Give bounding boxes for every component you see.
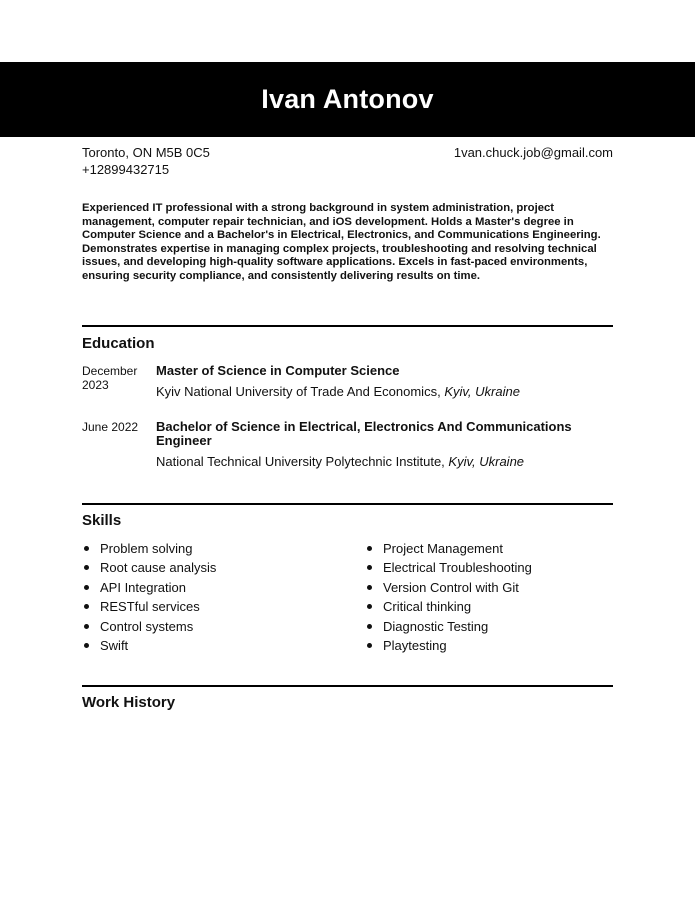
skills-list-right <box>365 539 532 655</box>
bullet-icon <box>367 604 372 609</box>
skill-item: Electrical Troubleshooting <box>365 558 532 577</box>
bullet-icon <box>84 604 89 609</box>
work-history-heading: Work History <box>82 694 176 711</box>
section-divider <box>82 685 613 687</box>
bullet-icon <box>84 585 89 590</box>
candidate-name: Ivan Antonov <box>261 84 434 114</box>
bullet-icon <box>84 565 89 570</box>
skill-item: Critical thinking <box>365 597 532 616</box>
education-school <box>156 384 613 400</box>
bullet-icon <box>367 643 372 648</box>
school-location: Kyiv, Ukraine <box>448 454 525 469</box>
contact-left <box>82 144 210 178</box>
skill-item: RESTful services <box>82 597 216 616</box>
skill-item: Playtesting <box>365 636 532 655</box>
education-date: December 2023 <box>82 364 138 392</box>
bullet-icon <box>84 643 89 648</box>
education-school <box>156 454 613 470</box>
skill-item: Swift <box>82 636 216 655</box>
school-name: Kyiv National University of Trade And Economics, <box>156 384 441 399</box>
bullet-icon <box>84 546 89 551</box>
skill-item: Project Management <box>365 539 532 558</box>
education-degree: Bachelor of Science in Electrical, Electronics And Communications Engineer <box>156 419 572 448</box>
address: Toronto, ON M5B 0C5 <box>82 145 210 160</box>
bullet-icon <box>367 624 372 629</box>
skill-item: Problem solving <box>82 539 216 558</box>
professional-summary: Experienced IT professional with a strong background in system administration, project management, computer repair technician, and iOS development. Holds a Master's degree in Computer Science and a Bachelor's in Electrical, Electronics, and Communications Engineering. Demonstrates expertise in managing complex projects, troubleshooting and resolving technical issues, and developing high-quality software applications. Excels in fast-paced environments, ensuring security compliance, and consistently delivering results on time. <box>82 202 601 282</box>
contact-right <box>454 144 613 161</box>
section-divider <box>82 325 613 327</box>
bullet-icon <box>367 565 372 570</box>
school-name: National Technical University Polytechnic Institute, <box>156 454 445 469</box>
resume-header <box>0 62 695 137</box>
skill-item: Version Control with Git <box>365 578 532 597</box>
skill-item: Diagnostic Testing <box>365 617 532 636</box>
skill-item: API Integration <box>82 578 216 597</box>
bullet-icon <box>84 624 89 629</box>
skill-item: Control systems <box>82 617 216 636</box>
education-date: June 2022 <box>82 420 139 434</box>
skills-list-left <box>82 539 216 655</box>
skills-heading: Skills <box>82 512 122 529</box>
skill-item: Root cause analysis <box>82 558 216 577</box>
email: 1van.chuck.job@gmail.com <box>453 145 613 160</box>
section-divider <box>82 503 613 505</box>
education-degree: Master of Science in Computer Science <box>156 363 400 378</box>
bullet-icon <box>367 546 372 551</box>
bullet-icon <box>367 585 372 590</box>
school-location: Kyiv, Ukraine <box>444 384 520 399</box>
phone: +12899432715 <box>82 162 170 177</box>
education-heading: Education <box>82 335 155 352</box>
